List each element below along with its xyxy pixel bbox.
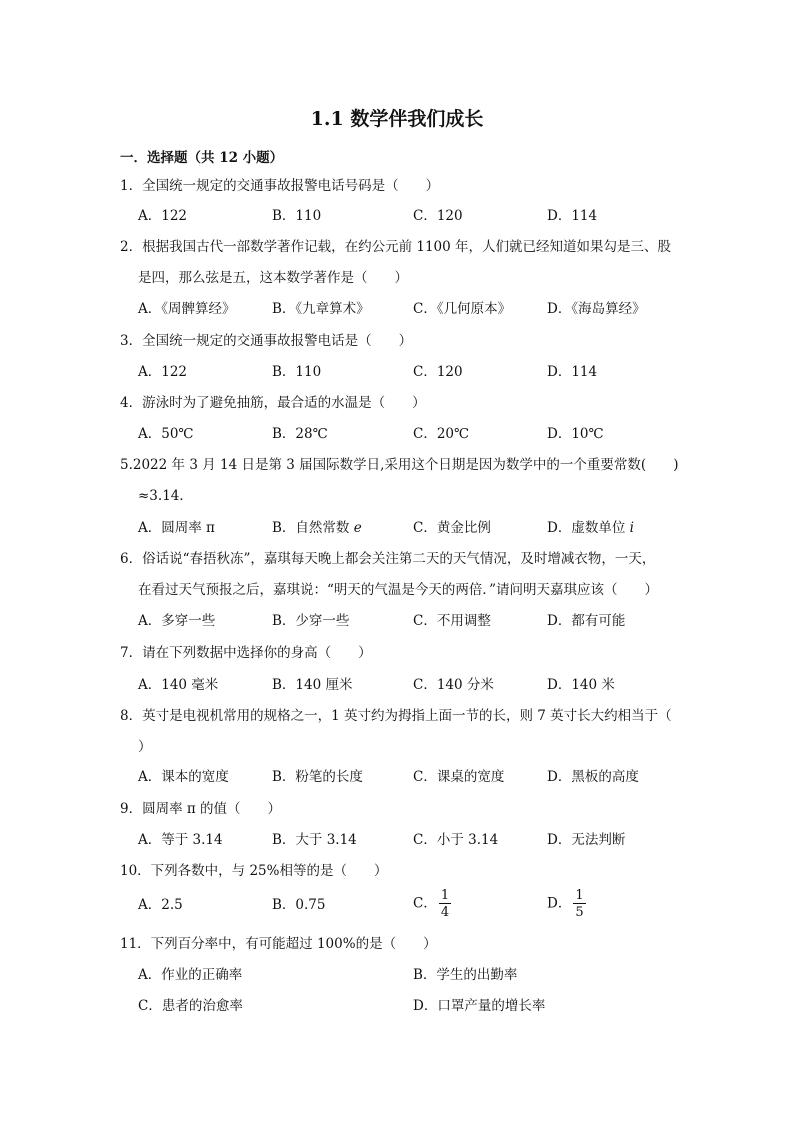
q11-option-b[interactable]: B．学生的出勤率	[413, 967, 518, 983]
fraction-numerator: 1	[440, 888, 450, 903]
question-3: 3．全国统一规定的交通事故报警电话是（ ）	[120, 333, 413, 349]
q10-option-b[interactable]: B．0.75	[272, 897, 326, 913]
question-9: 9．圆周率 π 的值（ ）	[120, 801, 282, 817]
q7-option-c[interactable]: C．140 分米	[413, 677, 494, 693]
q4-option-c[interactable]: C．20℃	[413, 426, 470, 442]
question-2: 2．根据我国古代一部数学著作记载，在约公元前 1100 年，人们就已经知道如果勾是三、股	[120, 239, 672, 255]
q11-option-d[interactable]: D．口罩产量的增长率	[413, 998, 546, 1014]
q4-option-d[interactable]: D．10℃	[547, 426, 604, 442]
question-4: 4．游泳时为了避免抽筋，最合适的水温是（ ）	[120, 395, 426, 411]
q10-option-d-label: D．	[547, 895, 572, 912]
fraction-one-quarter	[439, 889, 451, 919]
fraction-one-fifth	[573, 889, 585, 919]
q10-option-a[interactable]: A．2.5	[138, 897, 183, 913]
q7-option-a[interactable]: A．140 毫米	[138, 677, 219, 693]
fraction-denominator: 5	[575, 905, 584, 920]
question-5: 5.2022 年 3 月 14 日是第 3 届国际数学日,采用这个日期是因为数学中的一个重要常数( )	[120, 457, 679, 473]
question-8: 8．英寸是电视机常用的规格之一，1 英寸约为拇指上面一节的长，则 7 英寸长大约相当于（	[120, 708, 672, 724]
q4-option-b[interactable]: B．28℃	[272, 426, 328, 442]
q5-option-c[interactable]: C．黄金比例	[413, 520, 491, 536]
q7-option-b[interactable]: B．140 厘米	[272, 677, 353, 693]
q10-option-d[interactable]	[547, 889, 586, 919]
q8-option-c[interactable]: C．课桌的宽度	[413, 769, 505, 785]
page-title: 1.1 数学伴我们成长	[310, 108, 484, 130]
q5-option-b-label: B．自然常数	[272, 520, 354, 536]
q6-option-a[interactable]: A．多穿一些	[138, 613, 216, 629]
q9-option-d[interactable]: D．无法判断	[547, 832, 626, 848]
question-5-line2: ≈3.14．	[138, 488, 193, 504]
q5-option-a[interactable]: A．圆周率 π	[138, 520, 215, 536]
q11-option-c[interactable]: C．患者的治愈率	[138, 998, 243, 1014]
q5-option-b[interactable]	[272, 520, 362, 536]
q4-option-a[interactable]: A．50℃	[138, 426, 194, 442]
q1-option-a[interactable]: A．122	[138, 208, 188, 224]
q5-option-d-label: D．虚数单位	[547, 520, 630, 536]
q3-option-a[interactable]: A．122	[138, 364, 188, 380]
section-heading: 一．选择题（共 12 小题）	[120, 150, 284, 166]
question-8-line2: ）	[138, 739, 152, 755]
q5-option-d[interactable]	[547, 520, 634, 536]
q7-option-d[interactable]: D．140 米	[547, 677, 615, 693]
q2-option-c[interactable]: C．《几何原本》	[413, 301, 512, 317]
q8-option-d[interactable]: D．黑板的高度	[547, 769, 639, 785]
q8-option-a[interactable]: A．课本的宽度	[138, 769, 229, 785]
q3-option-c[interactable]: C．120	[413, 364, 463, 380]
q6-option-b[interactable]: B．少穿一些	[272, 613, 350, 629]
e-symbol: e	[353, 520, 362, 536]
q3-option-d[interactable]: D．114	[547, 364, 598, 380]
q2-option-a[interactable]: A．《周髀算经》	[138, 301, 236, 317]
question-7: 7．请在下列数据中选择你的身高（ ）	[120, 645, 372, 661]
question-10: 10．下列各数中，与 25%相等的是（ ）	[120, 863, 388, 879]
q6-option-d[interactable]: D．都有可能	[547, 613, 626, 629]
q1-option-d[interactable]: D．114	[547, 208, 598, 224]
q1-option-b[interactable]: B．110	[272, 208, 322, 224]
q11-option-a[interactable]: A．作业的正确率	[138, 967, 243, 983]
q10-option-c-label: C．	[413, 895, 437, 912]
q10-option-c[interactable]	[413, 889, 451, 919]
q2-option-d[interactable]: D．《海岛算经》	[547, 301, 646, 317]
question-11: 11．下列百分率中，有可能超过 100%的是（ ）	[120, 936, 437, 952]
question-6: 6．俗话说“春捂秋冻”，嘉琪每天晚上都会关注第二天的天气情况，及时增减衣物，一天，	[120, 551, 656, 567]
q9-option-b[interactable]: B．大于 3.14	[272, 832, 357, 848]
q3-option-b[interactable]: B．110	[272, 364, 322, 380]
fraction-numerator: 1	[575, 888, 584, 903]
fraction-denominator: 4	[440, 905, 450, 920]
question-1: 1．全国统一规定的交通事故报警电话号码是（ ）	[120, 178, 440, 194]
question-6-line2: 在看过天气预报之后，嘉琪说：“明天的气温是今天的两倍．”请问明天嘉琪应该（ ）	[138, 582, 659, 598]
q8-option-b[interactable]: B．粉笔的长度	[272, 769, 363, 785]
q9-option-a[interactable]: A．等于 3.14	[138, 832, 223, 848]
q9-option-c[interactable]: C．小于 3.14	[413, 832, 499, 848]
q2-option-b[interactable]: B．《九章算术》	[272, 301, 370, 317]
q6-option-c[interactable]: C．不用调整	[413, 613, 491, 629]
question-2-line2: 是四，那么弦是五，这本数学著作是（ ）	[138, 270, 408, 286]
q1-option-c[interactable]: C．120	[413, 208, 463, 224]
i-symbol: i	[629, 520, 634, 536]
